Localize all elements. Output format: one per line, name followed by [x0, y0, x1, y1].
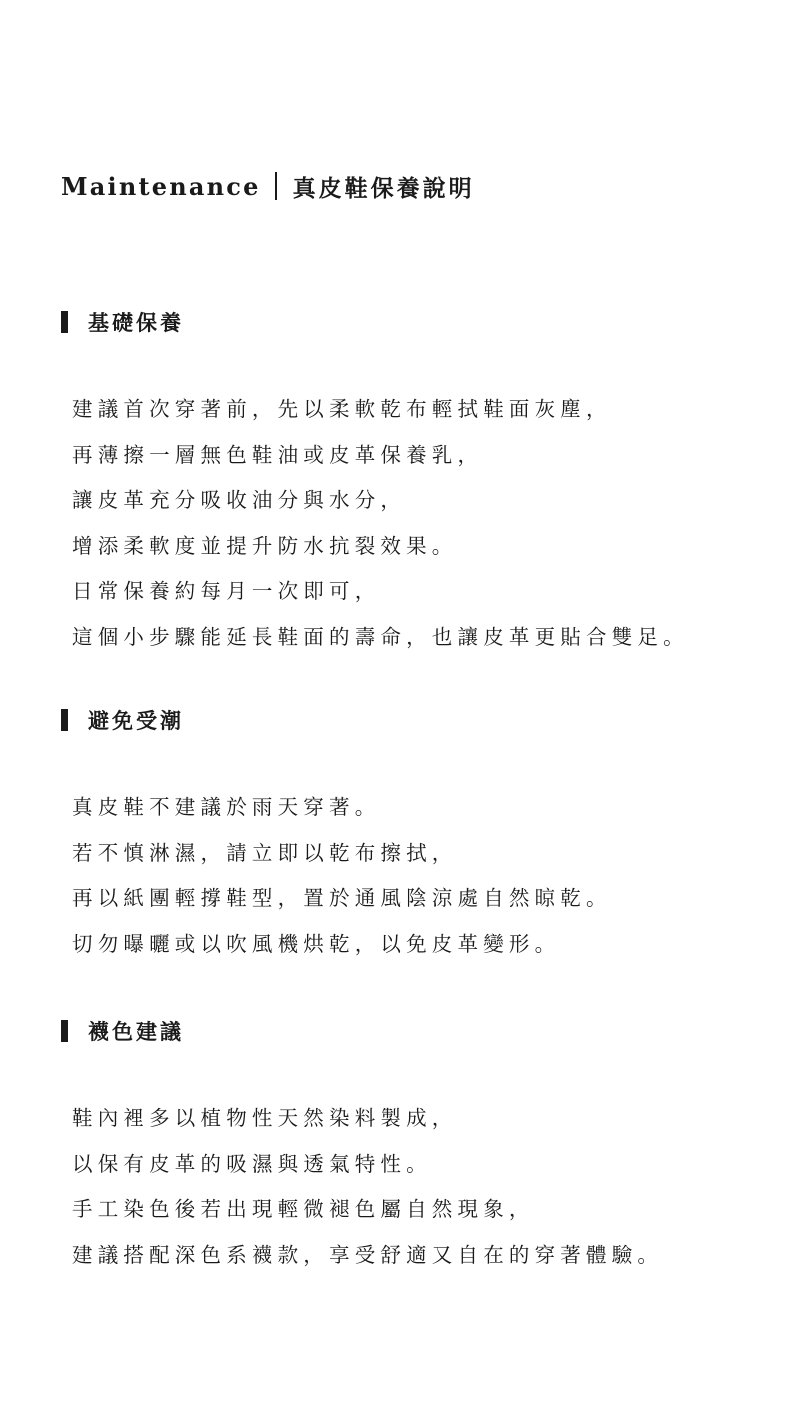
page-title — [61, 166, 475, 206]
body-line: 切勿曝曬或以吹風機烘乾，以免皮革變形。 — [72, 931, 561, 956]
heading-marker — [61, 709, 68, 731]
body-line: 若不慎淋濕，請立即以乾布擦拭， — [72, 840, 458, 865]
body-line: 日常保養約每月一次即可， — [72, 579, 381, 603]
body-line: 以保有皮革的吸濕與透氣特性。 — [72, 1151, 432, 1176]
page-title-english: Maintenance — [61, 171, 261, 201]
section-avoid-moisture — [61, 704, 770, 956]
body-line: 鞋內裡多以植物性天然染料製成， — [72, 1106, 458, 1130]
body-line: 真皮鞋不建議於雨天穿著。 — [72, 795, 381, 819]
body-line: 再薄擦一層無色鞋油或皮革保養乳， — [72, 442, 484, 467]
body-line: 手工染色後若出現輕微褪色屬自然現象， — [72, 1197, 535, 1221]
page-title-chinese: 真皮鞋保養說明 — [292, 175, 475, 202]
section-heading — [61, 306, 770, 338]
body-line: 建議搭配深色系襪款，享受舒適又自在的穿著體驗。 — [72, 1242, 664, 1267]
section-sock-color — [61, 1015, 770, 1267]
body-line: 增添柔軟度並提升防水抗裂效果。 — [72, 533, 458, 558]
section-basic-care — [61, 306, 770, 649]
body-line: 建議首次穿著前，先以柔軟乾布輕拭鞋面灰塵， — [72, 397, 612, 421]
heading-marker — [61, 311, 68, 333]
body-line: 這個小步驟能延長鞋面的壽命，也讓皮革更貼合雙足。 — [72, 624, 689, 649]
section-body — [72, 785, 770, 967]
body-line: 再以紙團輕撐鞋型，置於通風陰涼處自然晾乾。 — [72, 886, 612, 910]
section-heading-text: 基礎保養 — [88, 311, 184, 335]
section-heading-text: 避免受潮 — [88, 709, 184, 733]
section-heading — [61, 704, 770, 736]
heading-marker — [61, 1020, 68, 1042]
title-divider — [275, 172, 277, 200]
section-heading-text: 襪色建議 — [88, 1020, 184, 1044]
section-body — [72, 387, 770, 660]
body-line: 讓皮革充分吸收油分與水分， — [72, 488, 407, 512]
section-body — [72, 1096, 770, 1278]
section-heading — [61, 1015, 770, 1047]
